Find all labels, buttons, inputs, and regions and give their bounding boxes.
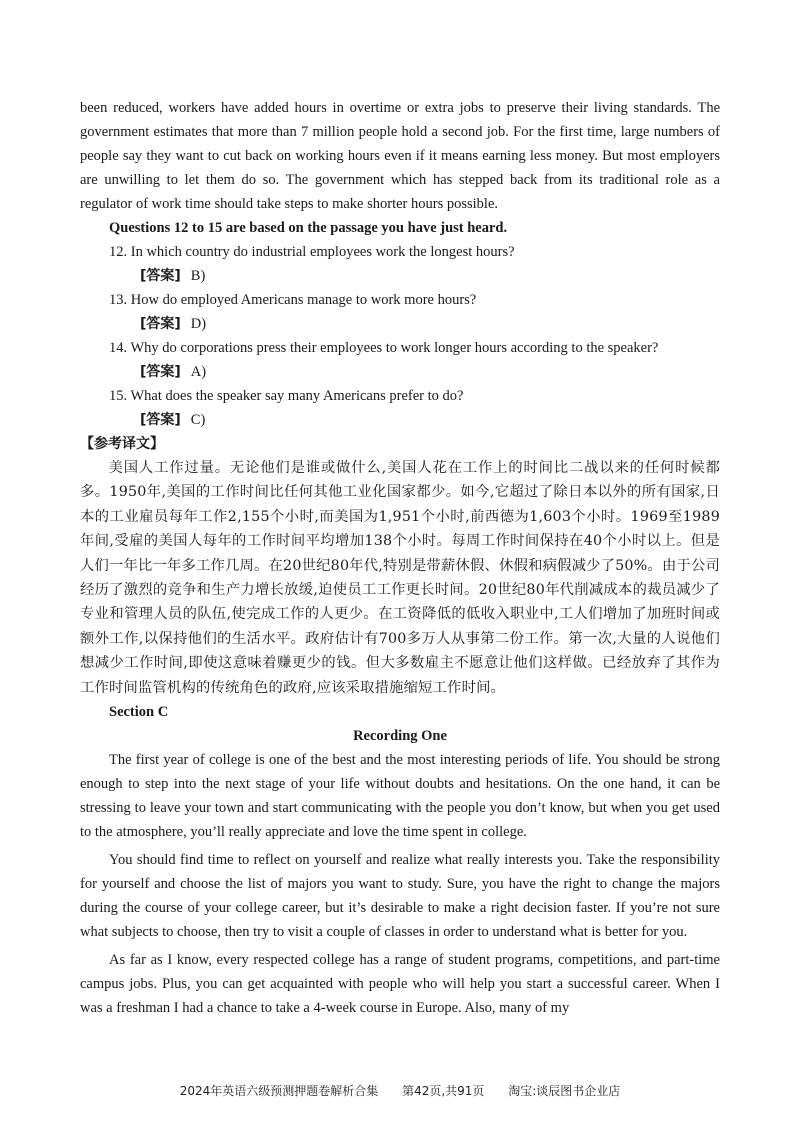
answer-14 — [80, 360, 720, 384]
answer-12 — [80, 264, 720, 288]
answer-15 — [80, 408, 720, 432]
section-label: Section C — [109, 704, 169, 721]
answer-value: B) — [190, 268, 206, 284]
recording-paragraph-3: As far as I know, every respected college has a range of student programs, competitions, and part-time campus jobs. Plus, you can get acquainted with people who will help you start a successful career. When I was a freshman I had a chance to take a 4-week course in Europe. Also, many of my — [80, 952, 720, 1017]
question-12: 12. In which country do industrial employees work the longest hours? — [109, 244, 515, 260]
question-15: 15. What does the speaker say many Americans prefer to do? — [109, 388, 464, 404]
questions-heading: Questions 12 to 15 are based on the passage you have just heard. — [109, 220, 508, 236]
answer-value: C) — [190, 412, 206, 428]
translation-heading: 【参考译文】 — [80, 436, 164, 452]
footer-page-number: 第42页,共91页 — [402, 1084, 485, 1098]
answer-tag: [答案] — [140, 316, 181, 332]
translation-text: 美国人工作过量。无论他们是谁或做什么,美国人花在工作上的时间比二战以来的任何时候都多。1950年,美国的工作时间比任何其他工业化国家都少。如今,它超过了除日本以外的所有国家,日本的工业雇员每年工作2,155个小时,而美国为1,951个小时,前西德为1,603个小时。1969至1989年间,受雇的美国人每年的工作时间平均增加138个小时。每周工作时间保持在40个小时以上。但是人们一年比一年多工作几周。在20世纪80年代,特别是带薪休假、休假和病假减少了50%。由于公司经历了激烈的竞争和生产力增长放缓,迫使员工工作更长时间。20世纪80年代削减成本的裁员减少了专业和管理人员的队伍,使完成工作的人更少。在工资降低的低收入职业中,工人们增加了加班时间或额外工作,以保持他们的生活水平。政府估计有700多万人从事第二份工作。第一次,大量的人说他们想减少工作时间,即使这意味着赚更少的钱。但大多数雇主不愿意让他们这样做。已经放弃了其作为工作时间监管机构的传统角色的政府,应该采取措施缩短工作时间。 — [80, 460, 720, 696]
page-footer — [0, 1082, 800, 1099]
recording-title: Recording One — [353, 728, 447, 745]
document-page — [80, 96, 720, 1020]
answer-tag: [答案] — [140, 268, 181, 284]
footer-shop: 淘宝:谈辰图书企业店 — [508, 1084, 621, 1098]
answer-tag: [答案] — [140, 364, 181, 380]
recording-paragraph-1: The first year of college is one of the best and the most interesting periods of life. You should be strong enough to step into the next stage of your life without doubts and hesitations. On the one hand, it can be stressing to leave your town and start communicating with the people you don’t know, but when you get used to the atmosphere, you’ll really appreciate and love the time spent in college. — [80, 752, 720, 841]
answer-tag: [答案] — [140, 412, 181, 428]
passage-end: been reduced, workers have added hours in overtime or extra jobs to preserve their living standards. The government estimates that more than 7 million people hold a second job. For the first time, large numbers of people say they want to cut back on working hours even if it means earning less money. But most employers are unwilling to let them do so. The government which has stepped back from its traditional role as a regulator of work time should take steps to make shorter hours possible. — [80, 100, 720, 212]
answer-value: D) — [190, 316, 207, 332]
answer-13 — [80, 312, 720, 336]
question-14: 14. Why do corporations press their employees to work longer hours according to the speaker? — [109, 340, 659, 356]
answer-value: A) — [190, 364, 207, 380]
question-13: 13. How do employed Americans manage to work more hours? — [109, 292, 477, 308]
footer-title: 2024年英语六级预测押题卷解析合集 — [179, 1084, 379, 1098]
recording-paragraph-2: You should find time to reflect on yourself and realize what really interests you. Take the responsibility for yourself and choose the list of majors you want to study. Sure, you have the right to change the majors during the course of your college career, but it’s desirable to make a right decision faster. If you’re not sure what subjects to choose, then try to visit a couple of classes in order to understand what is better for you. — [80, 852, 720, 941]
question-list — [80, 240, 720, 432]
